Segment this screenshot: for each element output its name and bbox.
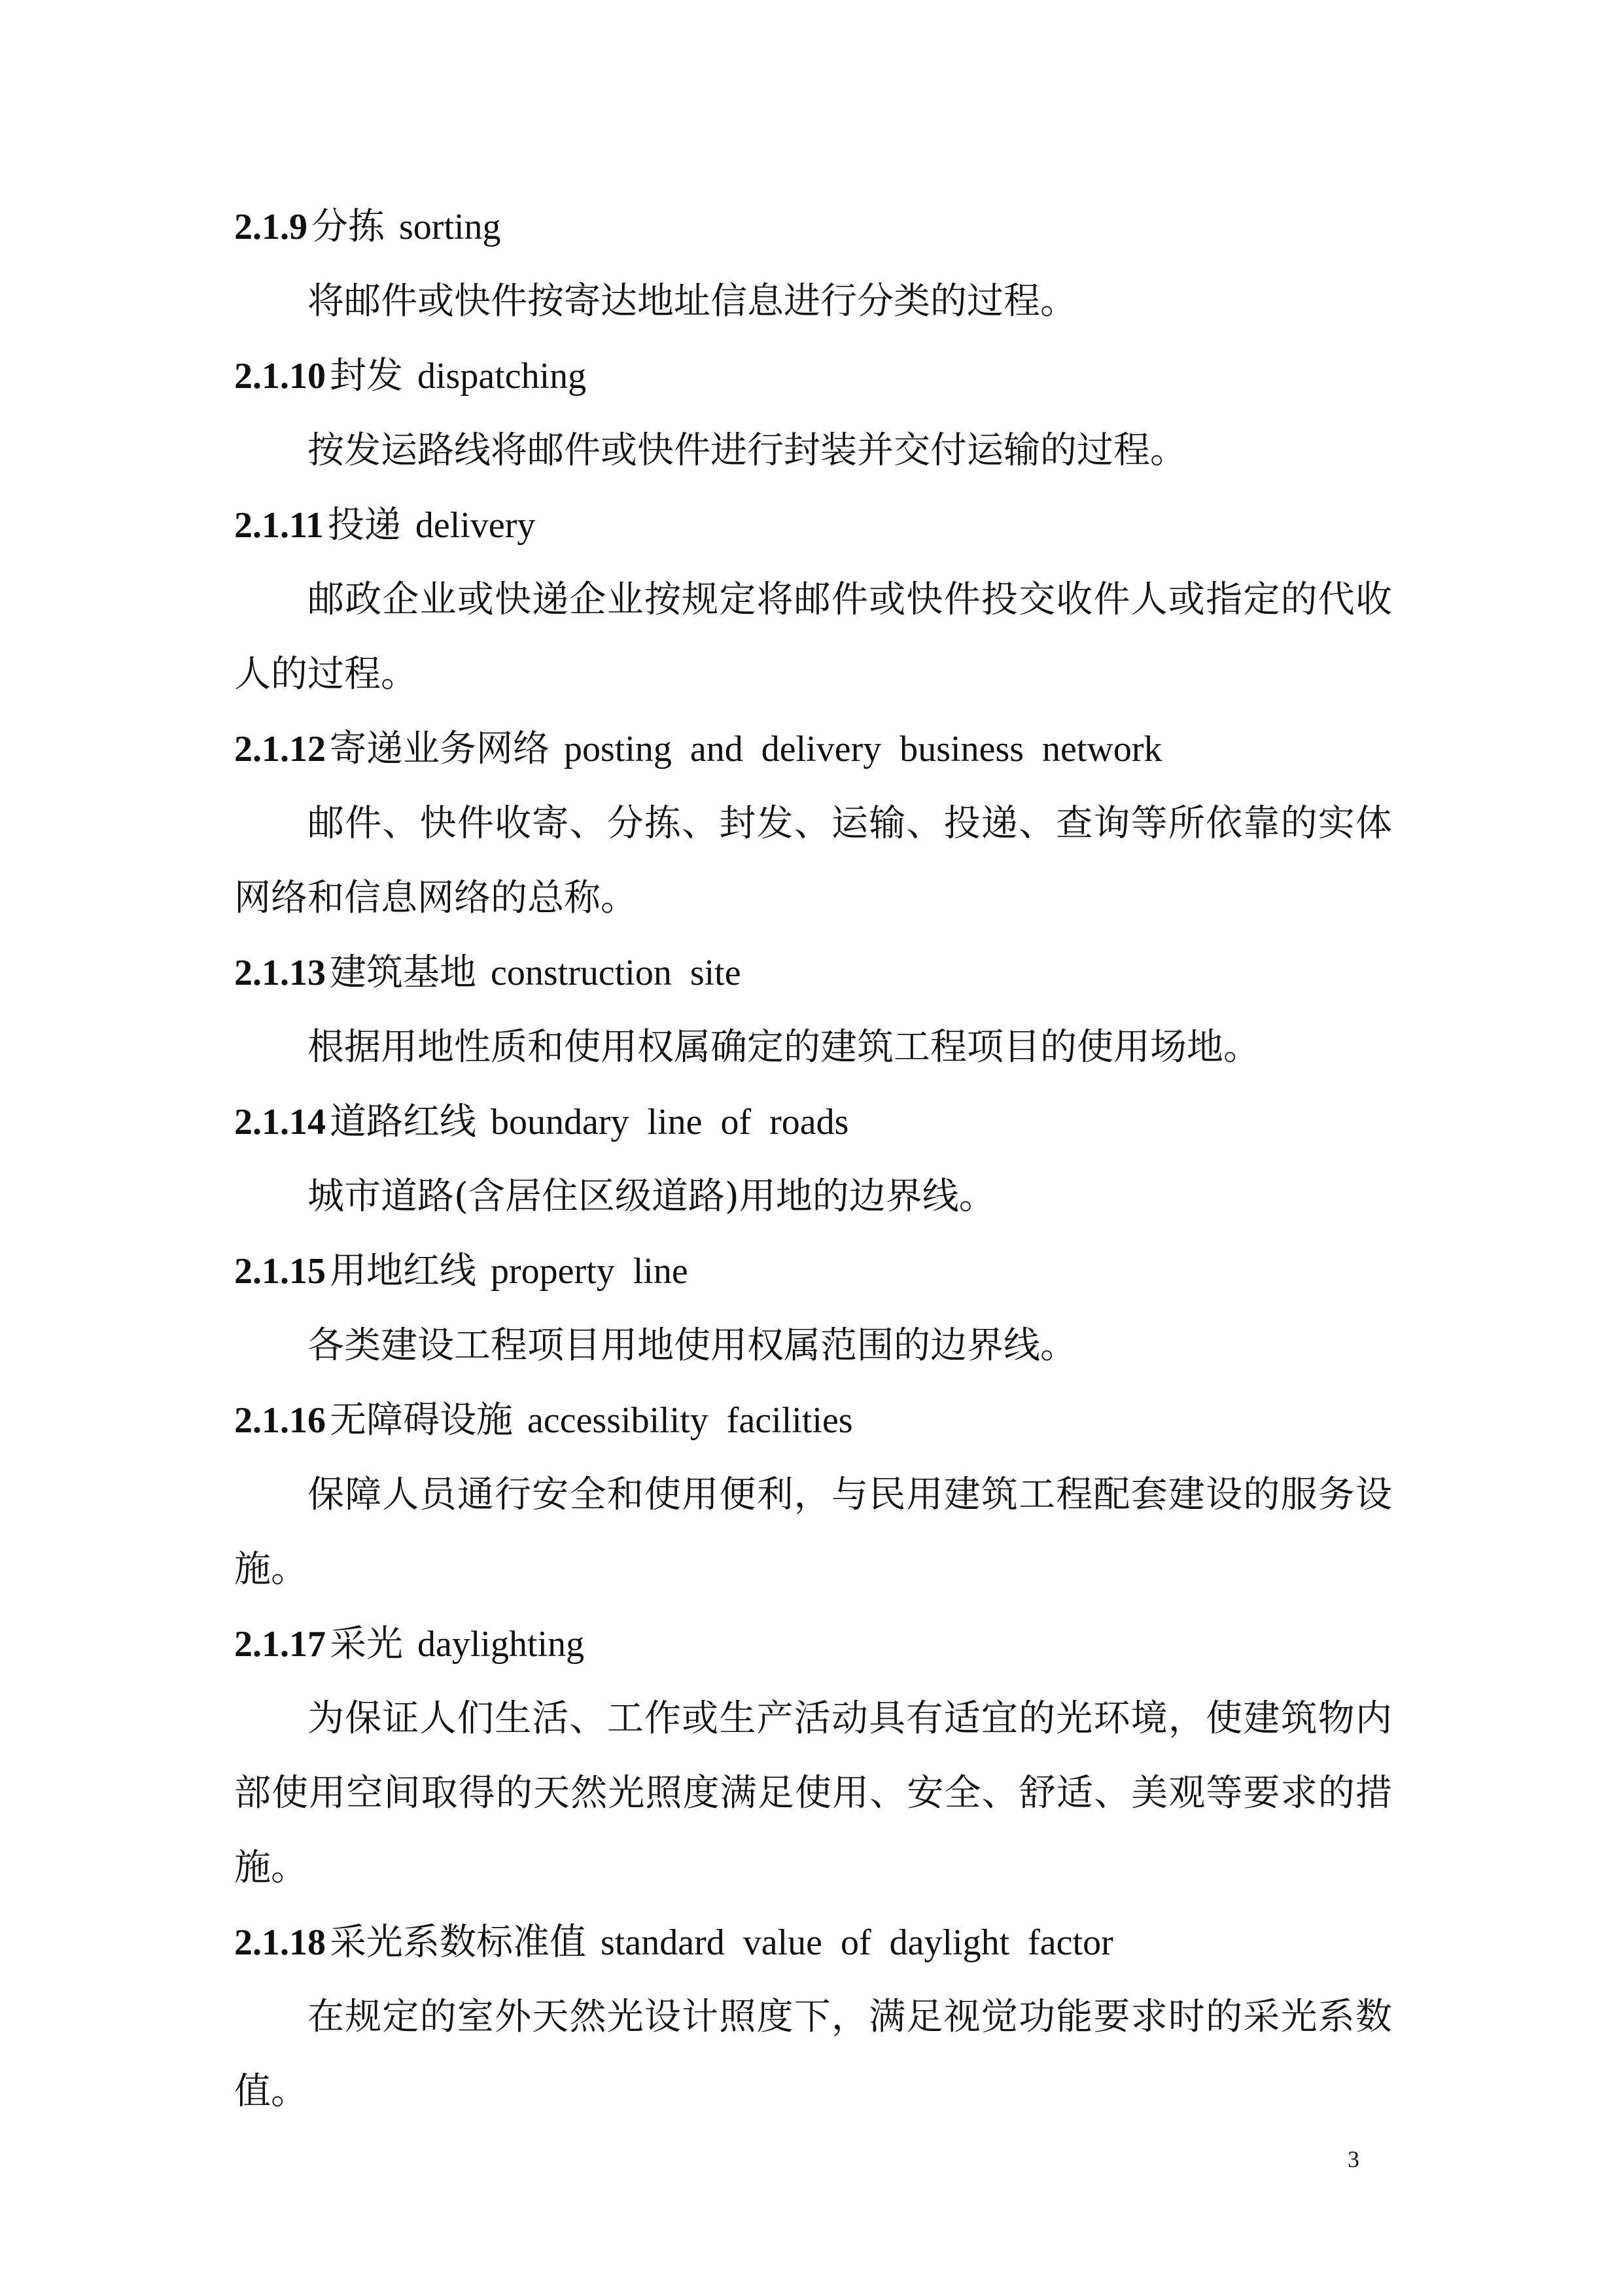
term-number: 2.1.15 bbox=[234, 1251, 326, 1292]
term-chinese: 无障碍设施 bbox=[330, 1399, 513, 1441]
term-english: boundary line of roads bbox=[491, 1102, 849, 1142]
term-entry-2-1-10 bbox=[234, 339, 1392, 488]
term-chinese: 寄递业务网络 bbox=[330, 728, 550, 770]
term-definition: 城市道路(含居住区级道路)用地的边界线。 bbox=[307, 1175, 996, 1218]
term-number: 2.1.9 bbox=[234, 207, 307, 247]
term-english: delivery bbox=[415, 505, 536, 546]
term-entry-2-1-18 bbox=[234, 1905, 1392, 2129]
term-definition: 按发运路线将邮件或快件进行封装并交付运输的过程。 bbox=[307, 429, 1187, 472]
term-entry-2-1-15 bbox=[234, 1234, 1392, 1383]
term-chinese: 道路红线 bbox=[330, 1101, 476, 1143]
term-definition: 根据用地性质和使用权属确定的建筑工程项目的使用场地。 bbox=[307, 1026, 1260, 1069]
term-definition: 将邮件或快件按寄达地址信息进行分类的过程。 bbox=[307, 280, 1077, 323]
term-english: sorting bbox=[399, 207, 501, 247]
term-number: 2.1.16 bbox=[234, 1400, 326, 1441]
term-english: construction site bbox=[491, 953, 741, 993]
term-english: standard value of daylight factor bbox=[601, 1922, 1113, 1963]
term-entry-2-1-14 bbox=[234, 1085, 1392, 1234]
term-english: property line bbox=[491, 1251, 688, 1292]
term-number: 2.1.10 bbox=[234, 356, 326, 397]
term-number: 2.1.18 bbox=[234, 1922, 326, 1963]
term-number: 2.1.13 bbox=[234, 953, 326, 993]
term-chinese: 采光系数标准值 bbox=[330, 1921, 586, 1964]
term-chinese: 分拣 bbox=[311, 205, 385, 248]
term-chinese: 采光 bbox=[330, 1623, 403, 1665]
term-entry-2-1-9 bbox=[234, 190, 1392, 339]
term-english: dispatching bbox=[417, 356, 587, 397]
term-heading bbox=[234, 1383, 1392, 1458]
term-english: daylighting bbox=[417, 1624, 585, 1665]
term-chinese: 封发 bbox=[330, 355, 403, 397]
term-number: 2.1.12 bbox=[234, 729, 326, 769]
term-definition: 在规定的室外天然光设计照度下，满足视觉功能要求时的采光系数值。 bbox=[234, 1996, 1392, 2113]
term-definition: 保障人员通行安全和使用便利，与民用建筑工程配套建设的服务设施。 bbox=[234, 1474, 1392, 1591]
term-entry-2-1-12 bbox=[234, 712, 1392, 936]
term-chinese: 投递 bbox=[327, 504, 401, 546]
term-heading bbox=[234, 936, 1392, 1010]
term-chinese: 用地红线 bbox=[330, 1250, 476, 1292]
term-entry-2-1-13 bbox=[234, 936, 1392, 1085]
term-definition: 为保证人们生活、工作或生产活动具有适宜的光环境，使建筑物内部使用空间取得的天然光照度满足使用、安全、舒适、美观等要求的措施。 bbox=[234, 1697, 1392, 1889]
term-entry-2-1-11 bbox=[234, 488, 1392, 712]
term-heading bbox=[234, 712, 1392, 786]
term-number: 2.1.14 bbox=[234, 1102, 326, 1142]
term-english: posting and delivery business network bbox=[564, 729, 1162, 769]
term-heading bbox=[234, 1607, 1392, 1682]
term-number: 2.1.11 bbox=[234, 505, 324, 546]
term-entry-2-1-17 bbox=[234, 1607, 1392, 1905]
term-definition: 邮件、快件收寄、分拣、封发、运输、投递、查询等所依靠的实体网络和信息网络的总称。 bbox=[234, 802, 1392, 919]
term-heading bbox=[234, 1905, 1392, 1980]
term-english: accessibility facilities bbox=[527, 1400, 853, 1441]
term-entry-2-1-16 bbox=[234, 1383, 1392, 1607]
term-definition: 邮政企业或快递企业按规定将邮件或快件投交收件人或指定的代收人的过程。 bbox=[234, 578, 1392, 696]
terms-section bbox=[234, 190, 1392, 2129]
term-heading bbox=[234, 190, 1392, 264]
term-heading bbox=[234, 1234, 1392, 1309]
term-number: 2.1.17 bbox=[234, 1624, 326, 1665]
term-heading bbox=[234, 339, 1392, 414]
term-heading bbox=[234, 488, 1392, 563]
page-number: 3 bbox=[1348, 2146, 1359, 2172]
term-chinese: 建筑基地 bbox=[330, 951, 476, 994]
term-heading bbox=[234, 1085, 1392, 1159]
term-definition: 各类建设工程项目用地使用权属范围的边界线。 bbox=[307, 1324, 1077, 1367]
